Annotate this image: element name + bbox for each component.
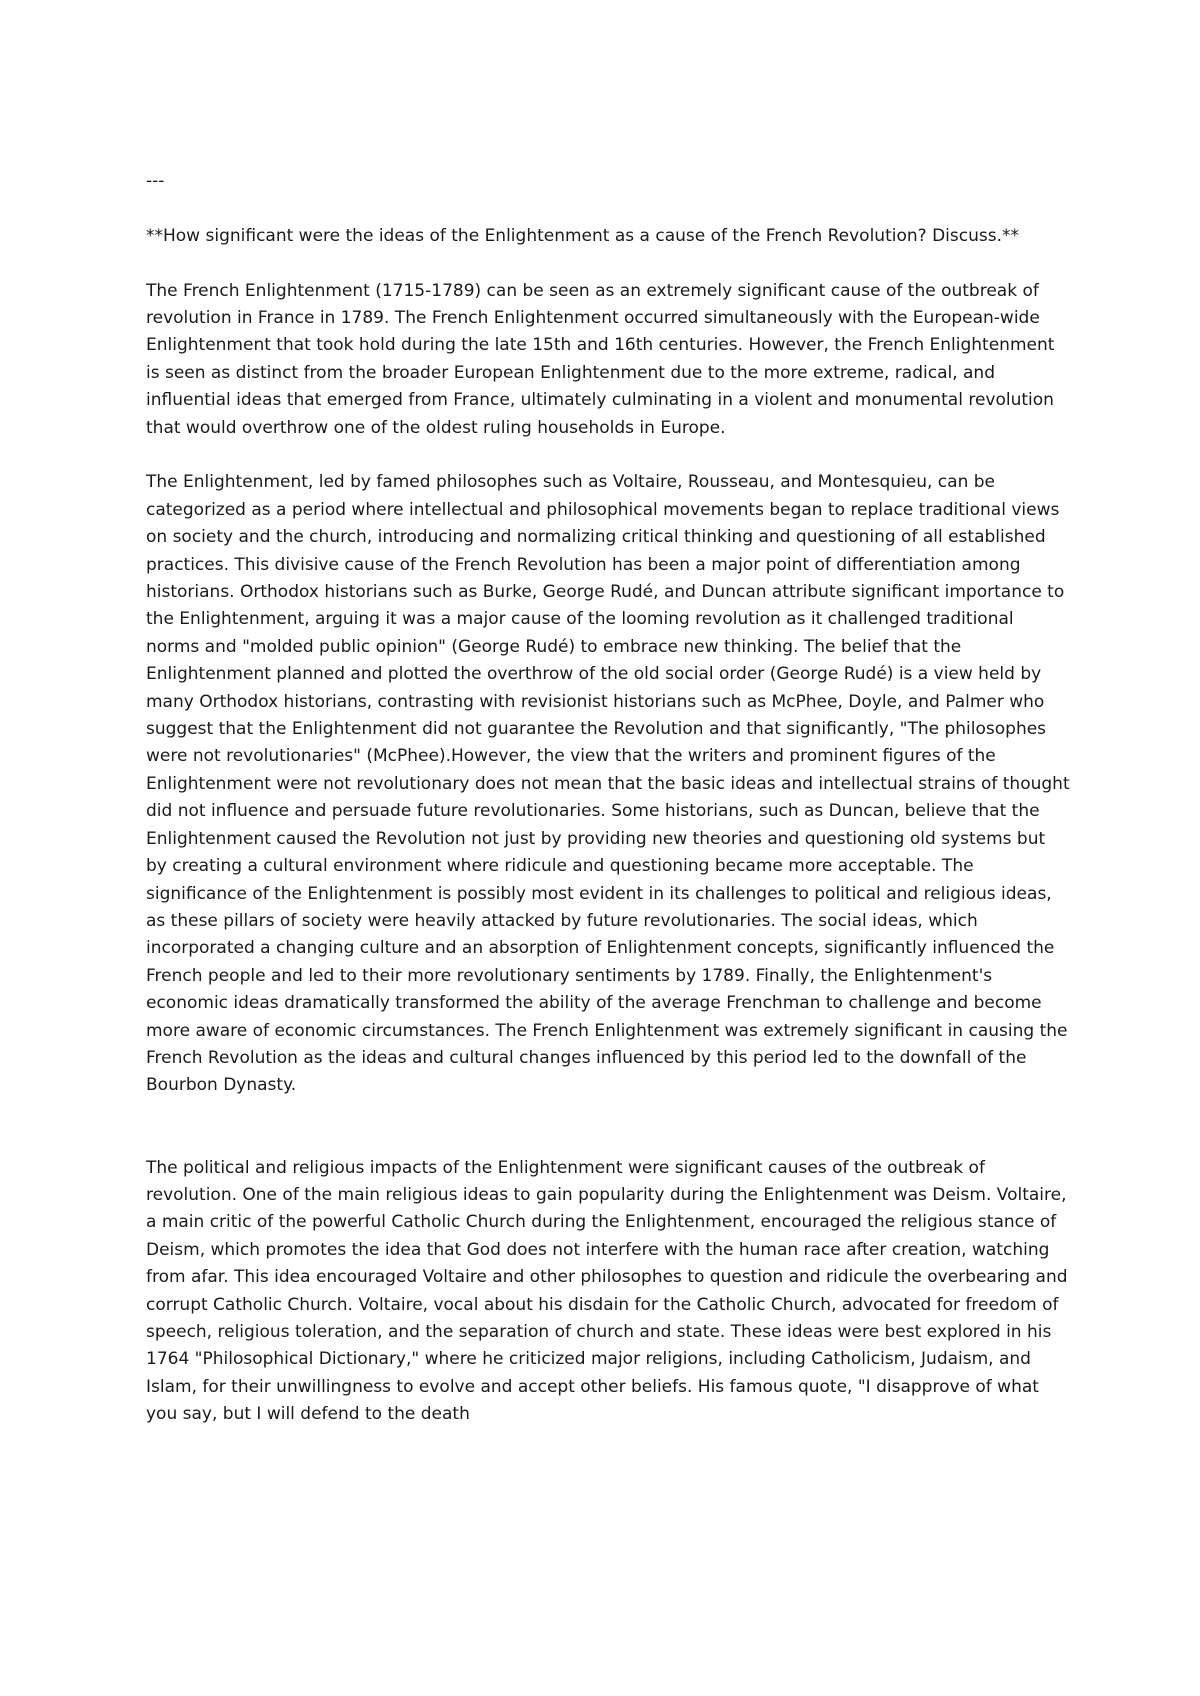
section-separator: ---	[146, 171, 165, 191]
document-body	[146, 168, 1071, 1429]
spacer	[146, 1100, 1071, 1155]
spacer	[146, 442, 1071, 469]
paragraph-historiography: The Enlightenment, led by famed philosophes such as Voltaire, Rousseau, and Montesquieu, can be categorized as a period where intellectual and philosophical movements began to replace traditional views on society and the church, introducing and normalizing critical thinking and questioning of all established practices. This divisive cause of the French Revolution has been a major point of differentiation among historians. Orthodox historians such as Burke, George Rudé, and Duncan attribute significant importance to the Enlightenment, arguing it was a major cause of the looming revolution as it challenged traditional norms and "molded public opinion" (George Rudé) to embrace new thinking. The belief that the Enlightenment planned and plotted the overthrow of the old social order (George Rudé) is a view held by many Orthodox historians, contrasting with revisionist historians such as McPhee, Doyle, and Palmer who suggest that the Enlightenment did not guarantee the Revolution and that significantly, "The philosophes were not revolutionaries" (McPhee).However, the view that the writers and prominent figures of the Enlightenment were not revolutionary does not mean that the basic ideas and intellectual strains of thought did not influence and persuade future revolutionaries. Some historians, such as Duncan, believe that the Enlightenment caused the Revolution not just by providing new theories and questioning old systems but by creating a cultural environment where ridicule and questioning became more acceptable. The significance of the Enlightenment is possibly most evident in its challenges to political and religious ideas, as these pillars of society were heavily attacked by future revolutionaries. The social ideas, which incorporated a changing culture and an absorption of Enlightenment concepts, significantly influenced the French people and led to their more revolutionary sentiments by 1789. Finally, the Enlightenment's economic ideas dramatically transformed the ability of the average Frenchman to challenge and become more aware of economic circumstances. The French Enlightenment was extremely significant in causing the French Revolution as the ideas and cultural changes influenced by this period led to the downfall of the Bourbon Dynasty.	[146, 472, 1070, 1096]
spacer	[146, 250, 1071, 277]
paragraph-introduction: The French Enlightenment (1715-1789) can be seen as an extremely significant cause of the outbreak of revolution in France in 1789. The French Enlightenment occurred simultaneously with the European-wide Enlightenment that took hold during the late 15th and 16th centuries. However, the French Enlightenment is seen as distinct from the broader European Enlightenment due to the more extreme, radical, and influential ideas that emerged from France, ultimately culminating in a violent and monumental revolution that would overthrow one of the oldest ruling households in Europe.	[146, 280, 1055, 438]
spacer	[146, 195, 1071, 222]
paragraph-political-religious: The political and religious impacts of the Enlightenment were significant causes of the outbreak of revolution. One of the main religious ideas to gain popularity during the Enlightenment was Deism. Voltaire, a main critic of the powerful Catholic Church during the Enlightenment, encouraged the religious stance of Deism, which promotes the idea that God does not interfere with the human race after creation, watching from afar. This idea encouraged Voltaire and other philosophes to question and ridicule the overbearing and corrupt Catholic Church. Voltaire, vocal about his disdain for the Catholic Church, advocated for freedom of speech, religious toleration, and the separation of church and state. These ideas were best explored in his 1764 "Philosophical Dictionary," where he criticized major religions, including Catholicism, Judaism, and Islam, for their unwillingness to evolve and accept other beliefs. His famous quote, "I disapprove of what you say, but I will defend to the death	[146, 1157, 1068, 1425]
essay-question: **How significant were the ideas of the Enlightenment as a cause of the French Revolution? Discuss.**	[146, 225, 1019, 246]
